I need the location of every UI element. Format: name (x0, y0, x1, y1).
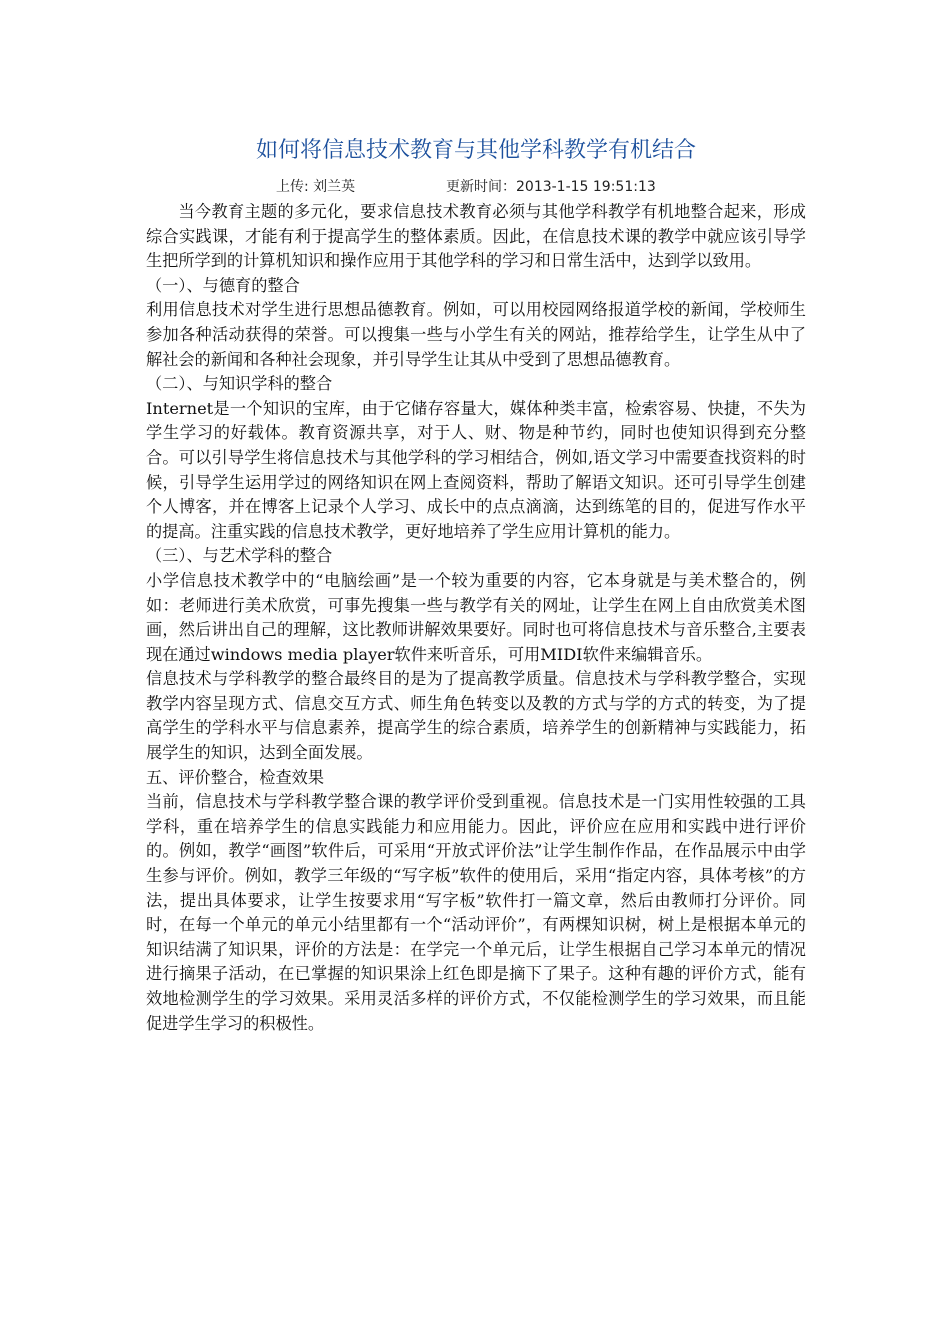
document-body (146, 200, 806, 1036)
paragraph-moral: 利用信息技术对学生进行思想品德教育。例如，可以用校园网络报道学校的新闻，学校师生参加各种活动获得的荣誉。可以搜集一些与小学生有关的网站，推荐给学生，让学生从中了解社会的新闻和各种社会现象，并引导学生让其从中受到了思想品德教育。 (146, 300, 806, 369)
document-meta (146, 176, 806, 198)
paragraph-knowledge: Internet是一个知识的宝库，由于它储存容量大，媒体种类丰富，检索容易、快捷，不失为学生学习的好载体。教育资源共享，对于人、财、物是种节约，同时也使知识得到充分整合。可以引导学生将信息技术与其他学科的学习相结合，例如,语文学习中需要查找资料的时候，引导学生运用学过的网络知识在网上查阅资料，帮助了解语文知识。还可引导学生创建个人博客，并在博客上记录个人学习、成长中的点点滴滴，达到练笔的目的，促进写作水平的提高。注重实践的信息技术教学，更好地培养了学生应用计算机的能力。 (146, 398, 806, 541)
section-heading-evaluation: 五、评价整合，检查效果 (146, 767, 325, 787)
section-heading-knowledge: （二）、与知识学科的整合 (146, 374, 333, 394)
paragraph-goal: 信息技术与学科教学的整合最终目的是为了提高教学质量。信息技术与学科教学整合，实现教学内容呈现方式、信息交互方式、师生角色转变以及教的方式与学的方式的转变，为了提高学生的学科水平与信息素养，提高学生的综合素质，培养学生的创新精神与实践能力，拓展学生的知识，达到全面发展。 (146, 669, 806, 763)
section-heading-art: （三）、与艺术学科的整合 (146, 546, 333, 566)
document-title: 如何将信息技术教育与其他学科教学有机结合 (255, 138, 696, 163)
paragraph-evaluation: 当前，信息技术与学科教学整合课的教学评价受到重视。信息技术是一门实用性较强的工具学科，重在培养学生的信息实践能力和应用能力。因此，评价应在应用和实践中进行评价的。例如，教学“画图”软件后，可采用“开放式评价法”让学生制作作品，在作品展示中由学生参与评价。例如，教学三年级的“写字板”软件的使用后，采用“指定内容，具体考核”的方法，提出具体要求，让学生按要求用“写字板”软件打一篇文章，然后由教师打分评价。同时，在每一个单元的单元小结里都有一个“活动评价”，有两棵知识树，树上是根据本单元的知识结满了知识果，评价的方法是：在学完一个单元后，让学生根据自己学习本单元的情况进行摘果子活动，在已掌握的知识果涂上红色即是摘下了果子。这种有趣的评价方式，能有效地检测学生的学习效果。采用灵活多样的评价方式，不仅能检测学生的学习效果，而且能促进学生学习的积极性。 (146, 792, 806, 1033)
document-page (146, 136, 806, 1036)
section-heading-moral: （一）、与德育的整合 (146, 275, 300, 295)
intro-paragraph: 当今教育主题的多元化，要求信息技术教育必须与其他学科教学有机地整合起来，形成综合实践课，才能有利于提高学生的整体素质。因此，在信息技术课的教学中就应该引导学生把所学到的计算机知识和操作应用于其他学科的学习和日常生活中，达到学以致用。 (146, 202, 806, 271)
paragraph-art: 小学信息技术教学中的“电脑绘画”是一个较为重要的内容，它本身就是与美术整合的，例如：老师进行美术欣赏，可事先搜集一些与教学有关的网址，让学生在网上自由欣赏美术图画，然后讲出自己的理解，这比教师讲解效果要好。同时也可将信息技术与音乐整合,主要表现在通过windows media player软件来听音乐，可用MIDI软件来编辑音乐。 (146, 570, 806, 664)
update-time-label: 更新时间：2013-1-15 19:51:13 (446, 179, 656, 195)
uploader-label: 上传: 刘兰英 (276, 179, 356, 195)
